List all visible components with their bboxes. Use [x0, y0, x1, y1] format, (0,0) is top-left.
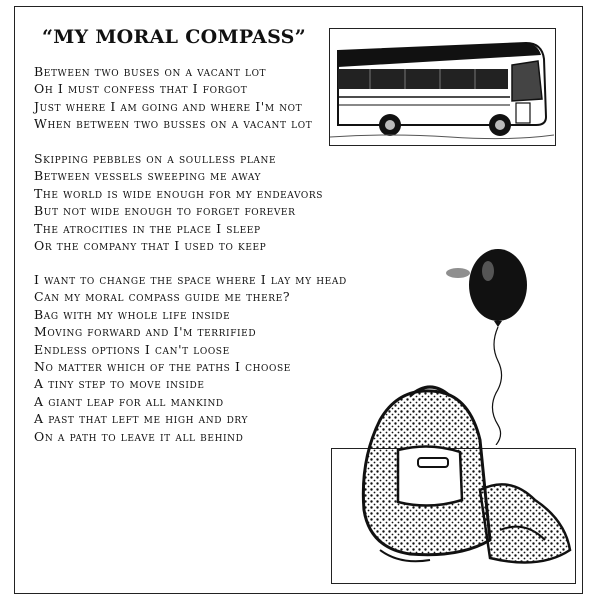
poem-title: “MY MORAL COMPASS”	[42, 26, 306, 48]
poem-line: Oh I must confess that I forgot	[34, 81, 248, 97]
poem-line: Or the company that I used to keep	[34, 238, 267, 254]
poem-line: A past that left me high and dry	[34, 411, 249, 427]
poem-line: Endless options I can't loose	[34, 341, 230, 357]
bus-picture	[329, 28, 556, 146]
poem-line: But not wide enough to forget forever	[34, 203, 296, 219]
poem-line: Just where I am going and where I'm not	[34, 98, 303, 114]
poem-line: On a path to leave it all behind	[34, 428, 244, 444]
poem-line: A tiny step to move inside	[34, 376, 205, 392]
poem-line: The atrocities in the place I sleep	[34, 220, 261, 236]
poem-line: A giant leap for all mankind	[34, 393, 224, 409]
poem-line: I want to change the space where I lay my head	[34, 272, 347, 287]
poem-line: Between vessels sweeping me away	[34, 168, 262, 184]
poem-line: Can my moral compass guide me there?	[34, 289, 291, 305]
poem-line: Skipping pebbles on a soulless plane	[34, 151, 277, 166]
poem-line: Moving forward and I'm terrified	[34, 324, 257, 340]
poem-line: When between two busses on a vacant lot	[34, 116, 313, 132]
stanza-2	[34, 150, 323, 254]
poem-line: Between two buses on a vacant lot	[34, 64, 267, 79]
stanza-1	[34, 63, 312, 133]
bus-icon	[330, 29, 554, 144]
poem-line: No matter which of the paths I choose	[34, 359, 291, 375]
stanza-3	[34, 271, 347, 445]
poem-line: The world is wide enough for my endeavors	[34, 185, 324, 201]
backpack-icon	[340, 380, 580, 590]
poem-line: Bag with my whole life inside	[34, 306, 231, 322]
